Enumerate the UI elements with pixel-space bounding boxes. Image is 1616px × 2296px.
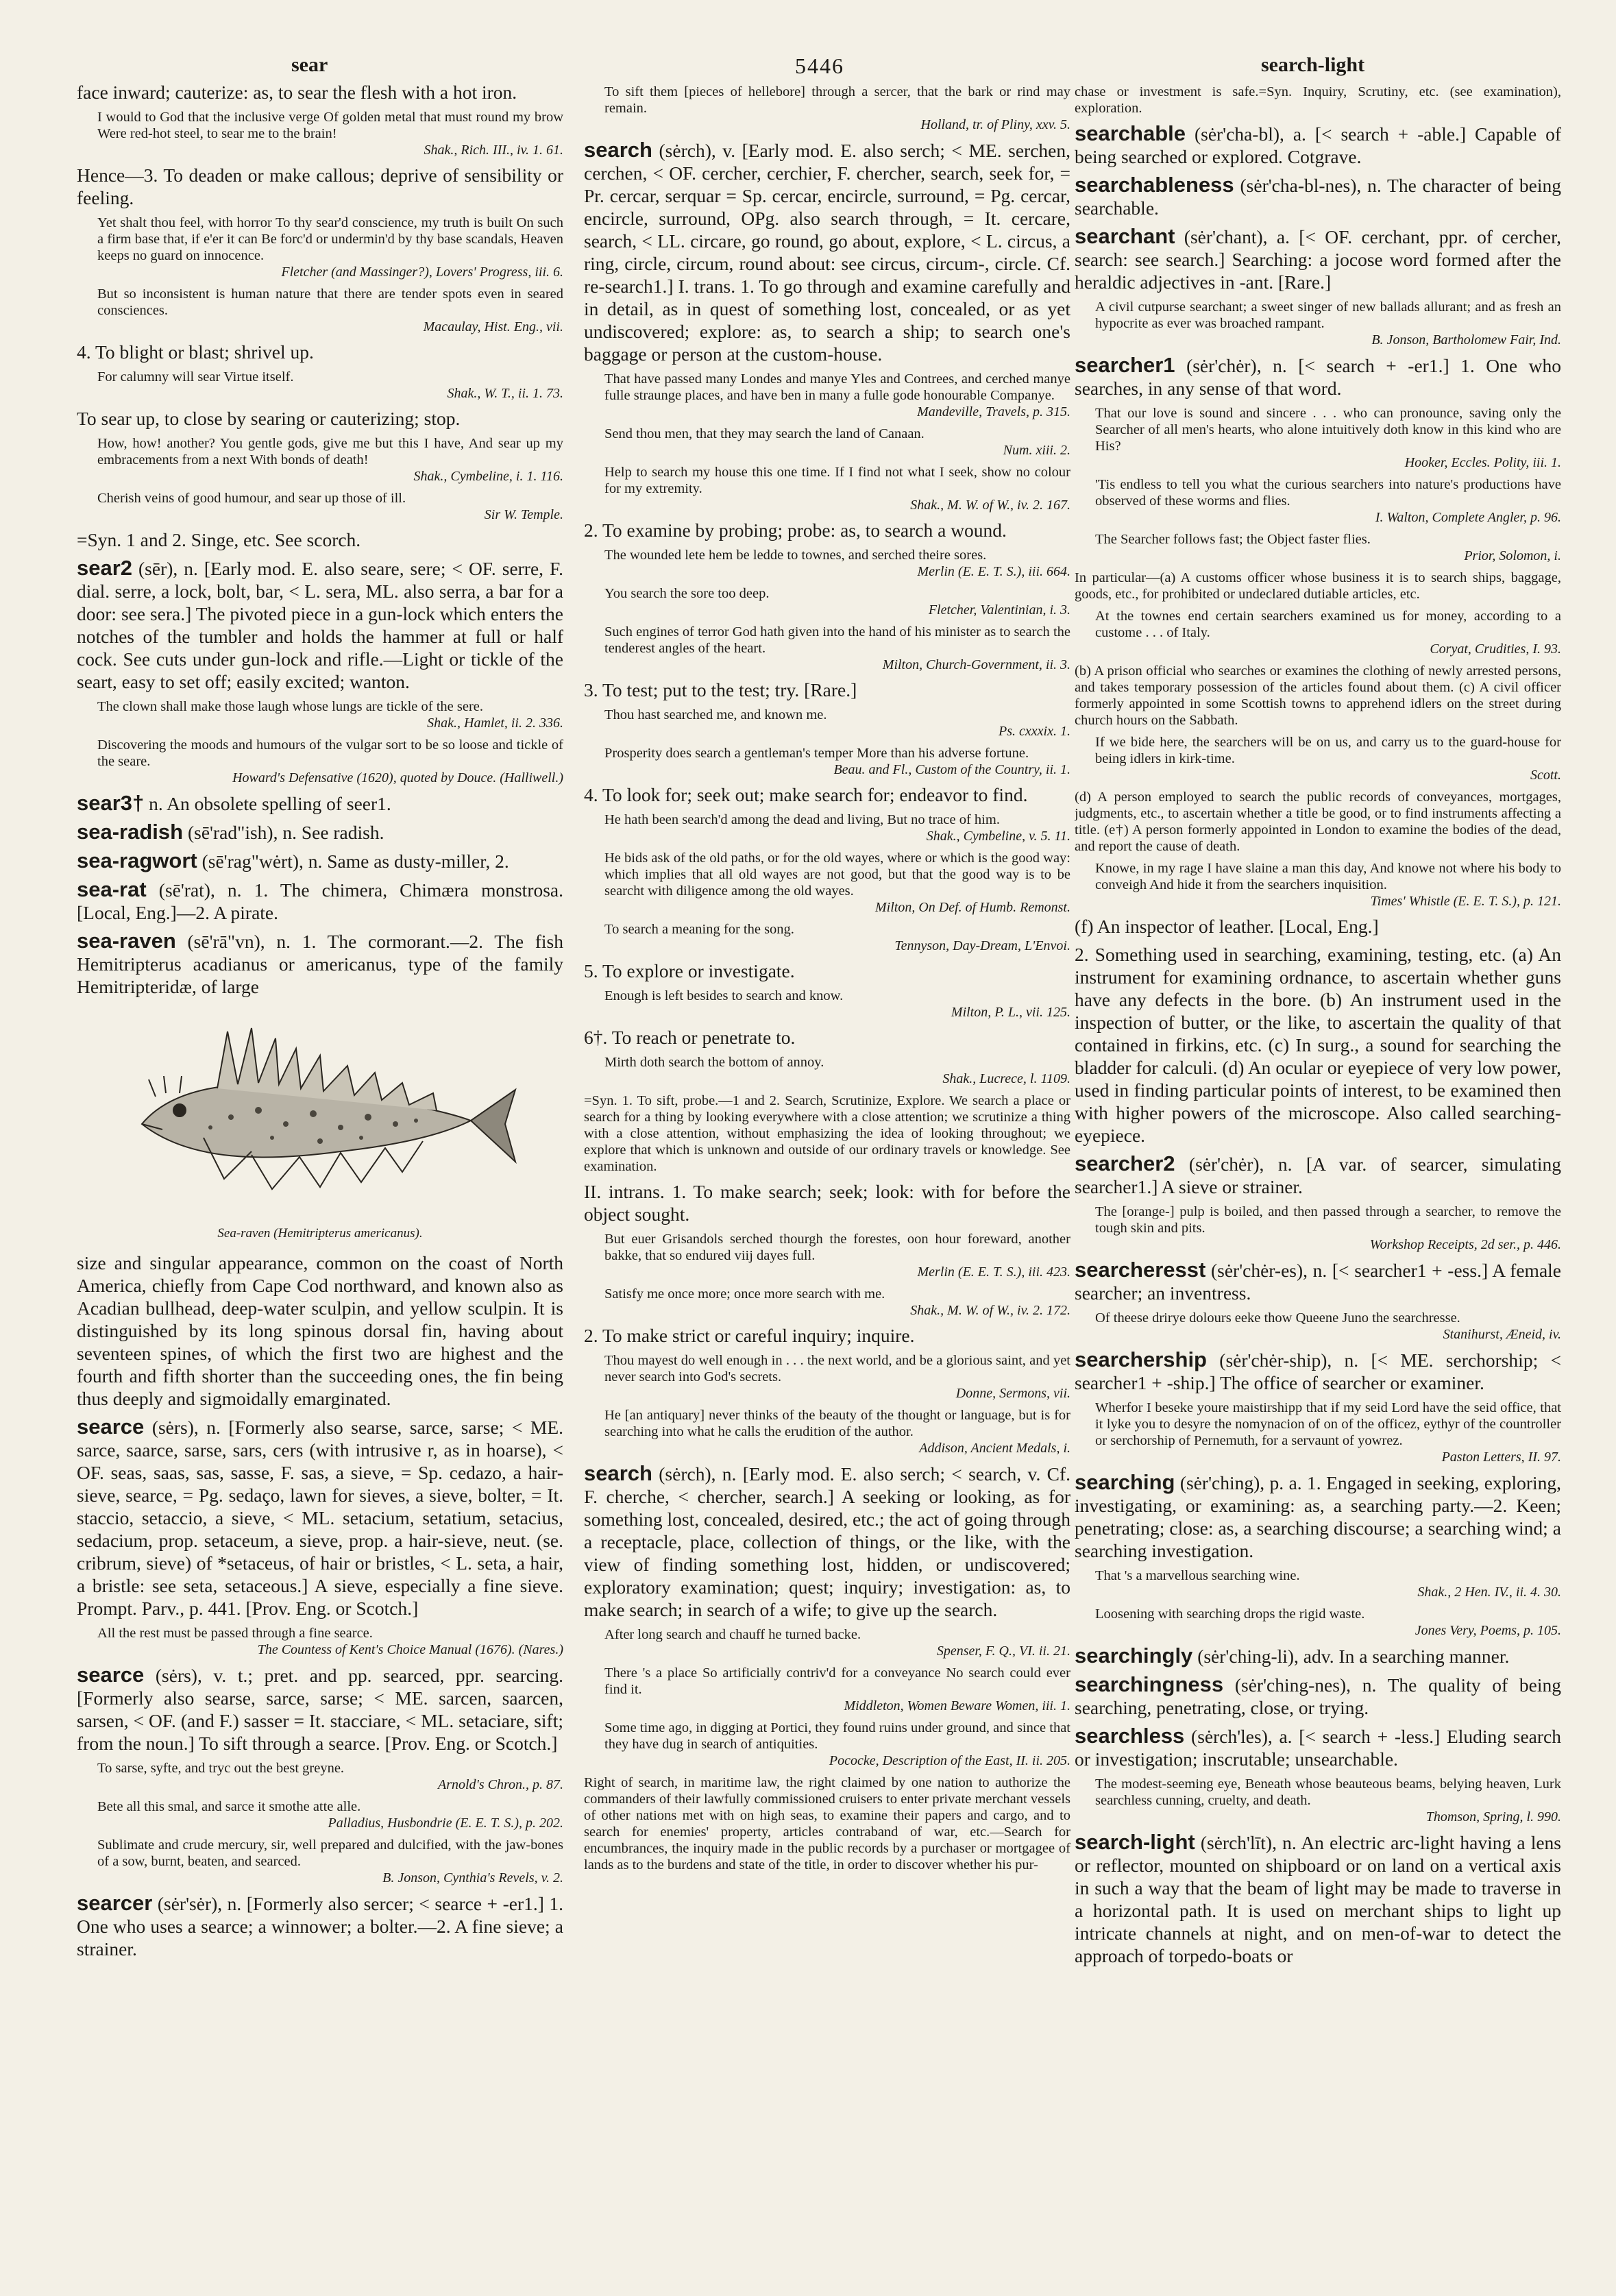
headword: searchant [1075,224,1175,248]
headword: searchless [1075,1724,1185,1748]
entry-searchership: searchership (sėr'chėr-ship), n. [< ME. serchorship; < searcher1 + -ship.] The office of searcher or examiner. [1075,1347,1561,1393]
quotation: Wherfor I beseke youre maistirshipp that if my seid Lord have the seid office, that it lyke you to desyre the nomynacion of on of the officez, eythyr of the countroller or serchorship of Pernemuth, for a servaunt of yowrez. Paston Letters, II. 97. [1095,1400,1561,1465]
headword: searcher1 [1075,353,1175,377]
quotation: Prosperity does search a gentleman's temper More than his adverse fortune. Beau. and Fl., Custom of the Country, ii. 1. [604,746,1070,777]
definition-text: (b) A prison official who searches or examines the clothing of newly arrested persons, and takes temporary possession of the articles found about them. (c) A civil officer formerly appointed in some Scottish towns to apprehend idlers on the street during church hours on the Sabbath. [1075,663,1561,728]
entry-search-light: search-light (sėrch'līt), n. An electric arc-light having a lens or reflector, mounted on shipboard or on land on a vertical axis in such a way that the beam of light may be made to traverse in a horizontal path. It is used on merchant ships to light up intricate channels at night, and on men-of-war to detect the approach of torpedo-boats or [1075,1830,1561,1966]
quotation: To sift them [pieces of hellebore] through a sercer, that the bark or rind may remain. Holland, tr. of Pliny, xxv. 5. [604,84,1070,132]
quotation: The clown shall make those laugh whose lungs are tickle of the sere. Shak., Hamlet, ii. 2. 336. [97,699,563,731]
quotation: Mirth doth search the bottom of annoy. Shak., Lucrece, l. 1109. [604,1055,1070,1086]
quotation: Yet shalt thou feel, with horror To thy sear'd conscience, my truth is built On such a firm base that, if e'er it can Be forc'd or undermin'd by thy base scandals, Heaven keeps no guard on innocence. Fletcher (and Massinger?), Lovers' Progress, iii. 6. [97,215,563,280]
entry-searcher1: searcher1 (sėr'chėr), n. [< search + -er1.] 1. One who searches, in any sense of that word. [1075,353,1561,399]
quotation: You search the sore too deep. Fletcher, Valentinian, i. 3. [604,586,1070,618]
quotation: He hath been search'd among the dead and living, But no trace of him. Shak., Cymbeline, v. 5. 11. [604,812,1070,844]
definition-text: 2. To examine by probing; probe: as, to search a wound. [584,520,1007,541]
quotation: He bids ask of the old paths, or for the old wayes, where or which is the good way: which implies that all old wayes are not good, but that the good way is to be searcht with diligence among the old wayes. Milton, On Def. of Humb. Remonst. [604,851,1070,915]
quotation: That our love is sound and sincere . . . who can pronounce, saving only the Searcher of all men's hearts, who alone intuitively doth know in this kind who are His? Hooker, Eccles. Polity, iii. 1. [1095,406,1561,470]
headword: searchingly [1075,1644,1193,1668]
quotation: Knowe, in my rage I have slaine a man this day, And knowe not where his body to conveigh And hide it from the searchers inquisition. Times' Whistle (E. E. T. S.), p. 121. [1095,861,1561,909]
headword: search-light [1075,1830,1195,1854]
headword: searcher2 [1075,1151,1175,1175]
quotation: But so inconsistent is human nature that there are tender spots even in seared consciences. Macaulay, Hist. Eng., vii. [97,286,563,334]
quotation: To sarse, syfte, and tryc out the best greyne. Arnold's Chron., p. 87. [97,1761,563,1792]
quotation: How, how! another? You gentle gods, give me but this I have, And sear up my embracements from a next With bonds of death! Shak., Cymbeline, i. 1. 116. [97,436,563,484]
quotation: Satisfy me once more; once more search with me. Shak., M. W. of W., iv. 2. 172. [604,1286,1070,1318]
entry-searchable: searchable (sėr'cha-bl), a. [< search + -able.] Capable of being searched or explored. Cotgrave. [1075,121,1561,167]
definition-text: 4. To look for; seek out; make search for; endeavor to find. [584,784,1028,805]
quotation: Send thou men, that they may search the land of Canaan. Num. xiii. 2. [604,426,1070,458]
running-head-left: sear [291,53,328,76]
column-1 [77,81,563,2260]
headword: searce [77,1415,145,1439]
definition-text: 6†. To reach or penetrate to. [584,1027,796,1048]
quotation: Such engines of terror God hath given into the hand of his minister as to search the tenderest angles of the heart. Milton, Church-Government, ii. 3. [604,624,1070,672]
quotation: There 's a place So artificially contriv'd for a conveyance No search could ever find it. Middleton, Women Beware Women, iii. 1. [604,1665,1070,1713]
entry-sear3: sear3† n. An obsolete spelling of seer1. [77,791,391,815]
entry-sea-rat: sea-rat (sē'rat), n. 1. The chimera, Chimæra monstrosa. [Local, Eng.]—2. A pirate. [77,877,563,923]
entry-search-verb: search (sėrch), v. [Early mod. E. also serch; < ME. serchen, cerchen, < OF. cercher, cerchier, F. chercher, search, seek for, = Pr. cercar, serquar = Sp. cercar, encircle, surround, = Pg. cercar, encircle, surround, OPg. also search through, = It. cercare, search, < LL. circare, go round, go about, explore, < L. circus, a ring, circle, circum, round about: see circus, circum-, circle. Cf. re-search1.] I. trans. 1. To go through and examine carefully and in detail, as in quest of something lost, concealed, or as yet undiscovered; explore: as, to search a ship; to search one's baggage or person at the custom-house. [584,138,1070,365]
quotation: Thou mayest do well enough in . . . the next world, and be a glorious saint, and yet never search into God's secrets. Donne, Sermons, vii. [604,1353,1070,1401]
definition-text: In particular—(a) A customs officer whose business it is to search ships, baggage, goods, etc., for prohibited or undeclared dutiable articles, etc. [1075,570,1561,602]
definition-text: face inward; cauterize: as, to sear the flesh with a hot iron. [77,82,517,103]
headword: searchership [1075,1347,1207,1371]
definition-text: 2. Something used in searching, examining, testing, etc. (a) An instrument for examining ordnance, to ascertain whether guns have any defects in the bore. (b) An instrument used in the inspection of butter, or the like, to ascertain the quality of that contained in firkins, etc. (c) In surg., a sound for searching the bladder for calculi. (d) An ocular or eyepiece of very low power, used in finding particular points of interest, to be examined then with higher powers of the microscope. Also called searching-eyepiece. [1075,944,1561,1146]
definition-text: (d) A person employed to search the public records of conveyances, mortgages, judgments, etc., to ascertain whether a title be good, or to find instruments affecting a title. (e†) A person formerly appointed in London to examine the bodies of the dead, and report the cause of death. [1075,790,1561,854]
definition-text: size and singular appearance, common on the coast of North America, chiefly from Cape Cod northward, and known also as Acadian bullhead, deep-water sculpin, and yellow sculpin. It is distinguished by its long spinous dorsal fin, having about seventeen spines, of which the first two are highest and the fourth and fifth shorter than the succeeding ones, the fin being thus deeply and sigmoidally emarginated. [77,1252,563,1409]
quotation: Enough is left besides to search and know. Milton, P. L., vii. 125. [604,988,1070,1020]
entry-searchant: searchant (sėr'chant), a. [< OF. cerchant, ppr. of cercher, search: see search.] Searching: a jocose word formed after the heraldic adjectives in -ant. [Rare.] [1075,224,1561,293]
quotation: That 's a marvellous searching wine. Shak., 2 Hen. IV., ii. 4. 30. [1095,1568,1561,1600]
quotation: He [an antiquary] never thinks of the beauty of the thought or language, but is for searching into what he calls the erudition of the author. Addison, Ancient Medals, i. [604,1408,1070,1456]
entry-searcer: searcer (sėr'sėr), n. [Formerly also sercer; < searce + -er1.] 1. One who uses a searce; a winnower; a bolter.—2. A fine sieve; a strainer. [77,1891,563,1959]
headword: searcer [77,1891,153,1915]
headword: sea-rat [77,877,147,901]
entry-sea-raven: sea-raven (sē'rā"vn), n. 1. The cormorant.—2. The fish Hemitripterus acadianus or americanus, type of the family Hemitripteridæ, of large [77,929,563,997]
page-number: 5446 [795,53,844,78]
column-3 [1075,81,1561,2260]
headword: sear2 [77,556,133,580]
headword: sea-raven [77,929,176,953]
headword: sear3† [77,791,145,815]
quotation: At the townes end certain searchers examined us for money, according to a custome . . . of Italy. Coryat, Crudities, I. 93. [1095,609,1561,657]
quotation: For calumny will sear Virtue itself. Shak., W. T., ii. 1. 73. [97,369,563,401]
quotation: The wounded lete hem be ledde to townes, and serched theire sores. Merlin (E. E. T. S.), iii. 664. [604,548,1070,579]
headword: sea-ragwort [77,848,197,872]
synonym-note: =Syn. 1 and 2. Singe, etc. See scorch. [77,529,361,550]
quotation: Loosening with searching drops the rigid waste. Jones Very, Poems, p. 105. [1095,1607,1561,1638]
entry-searchingly: searchingly (sėr'ching-li), adv. In a searching manner. [1075,1644,1510,1668]
quotation: Help to search my house this one time. If I find not what I seek, show no colour for my extremity. Shak., M. W. of W., iv. 2. 167. [604,465,1070,513]
quotation: But euer Grisandols serched thourgh the forestes, oon hour foreward, another bakke, that so endured viij dayes full. Merlin (E. E. T. S.), iii. 423. [604,1232,1070,1280]
definition-text: To sear up, to close by searing or cauterizing; stop. [77,408,461,429]
quotation: 'Tis endless to tell you what the curious searchers into nature's productions have observed of these worms and flies. I. Walton, Complete Angler, p. 96. [1095,477,1561,525]
entry-searchableness: searchableness (sėr'cha-bl-nes), n. The character of being searchable. [1075,173,1561,219]
running-head-right: search-light [1261,53,1365,76]
quotation: After long search and chauff he turned backe. Spenser, F. Q., VI. ii. 21. [604,1627,1070,1659]
entry-searchingness: searchingness (sėr'ching-nes), n. The quality of being searching, penetrating, close, or trying. [1075,1672,1561,1718]
headword: search [584,1461,652,1485]
entry-searching: searching (sėr'ching), p. a. 1. Engaged in seeking, exploring, investigating, or examining: as, a searching party.—2. Keen; penetrating; close: as, a searching discourse; a searching wind; a searching investigation. [1075,1470,1561,1561]
quotation: Some time ago, in digging at Portici, they found ruins under ground, and since that they have dug in search of antiquities. Pococke, Description of the East, II. ii. 205. [604,1720,1070,1768]
quotation: A civil cutpurse searchant; a sweet singer of new ballads allurant; and as fresh an hypocrite as ever was broached rampant. B. Jonson, Bartholomew Fair, Ind. [1095,300,1561,347]
headword: searching [1075,1470,1175,1494]
quotation: Thou hast searched me, and known me. Ps. cxxxix. 1. [604,707,1070,739]
quotation: The [orange-] pulp is boiled, and then passed through a searcher, to remove the tough skin and pits. Workshop Receipts, 2d ser., p. 446. [1095,1204,1561,1252]
entry-sea-radish: sea-radish (sē'rad"ish), n. See radish. [77,820,384,844]
entry-search-noun: search (sėrch), n. [Early mod. E. also serch; < search, v. Cf. F. cherche, < chercher, search.] A seeking or looking, as for something lost, concealed, desired, etc.; the act of going through a receptacle, place, collection of things, or the like, with the view of finding something lost, hidden, or undiscovered; exploratory examination; quest; inquiry; investigation: as, to make search; in search of a wife; to give up the search. [584,1461,1070,1620]
quotation: Cherish veins of good humour, and sear up those of ill. Sir W. Temple. [97,491,563,522]
headword: searchableness [1075,173,1234,197]
quotation: Bete all this smal, and sarce it smothe atte alle. Palladius, Husbondrie (E. E. T. S.), p. 202. [97,1799,563,1831]
headword: searchingness [1075,1672,1224,1696]
fish-drawing [114,1007,526,1213]
quotation: The Searcher follows fast; the Object faster flies. Prior, Solomon, i. [1095,532,1561,563]
quotation: That have passed many Londes and manye Yles and Contrees, and cerched manye fulle straunge places, and have ben in many a fulle gode honourable Companye. Mandeville, Travels, p. 315. [604,371,1070,419]
headword: sea-radish [77,820,184,844]
quotation: All the rest must be passed through a fine searce. The Countess of Kent's Choice Manual (1676). (Nares.) [97,1626,563,1657]
headword: searce [77,1663,145,1687]
synonym-note: chase or investment is safe.=Syn. Inquiry, Scrutiny, etc. (see examination), exploration. [1075,84,1561,116]
sea-raven-illustration [77,1007,563,1218]
headword: searchable [1075,121,1186,145]
figure-caption: Sea-raven (Hemitripterus americanus). [217,1226,423,1241]
quotation: If we bide here, the searchers will be on us, and carry us to the guard-house for being idlers in kirk-time. Scott. [1095,735,1561,783]
quotation: I would to God that the inclusive verge Of golden metal that must round my brow Were red-hot steel, to sear me to the brain! Shak., Rich. III., iv. 1. 61. [97,110,563,158]
quotation: The modest-seeming eye, Beneath whose beauteous beams, belying heaven, Lurk searchless cunning, cruelty, and death. Thomson, Spring, l. 990. [1095,1776,1561,1824]
entry-searce-verb: searce (sėrs), v. t.; pret. and pp. searced, ppr. searcing. [Formerly also searse, sarce, sarse; < ME. sarcen, saarcen, sarsen, < OF. (and F.) sasser = It. stacciare, < ML. setaciare, sift; from the noun.] To sift through a searce. [Prov. Eng. or Scotch.] [77,1663,563,1754]
quotation: Sublimate and crude mercury, sir, well prepared and dulcified, with the jaw-bones of a sow, burnt, beaten, and searced. B. Jonson, Cynthia's Revels, v. 2. [97,1837,563,1885]
entry-searce: searce (sėrs), n. [Formerly also searse, sarce, sarse; < ME. sarce, saarce, sarse, sars, cers (with intrusive r, as in hoarse), < OF. seas, saas, sas, sasse, F. sas, a sieve, = Sp. cedazo, a hair-sieve, searce, = Pg. sedaço, lawn for sieves, a sieve, bolter, = It. staccio, setaccio, a sieve, < ML. setacium, setatium, setacius, sedacium, prop. setaceum, a sieve, prop. a hair-sieve, neut. (se. cribrum, sieve) of *setaceus, of hair or bristles, < L. seta, a hair, a bristle: see seta, setaceous.] A sieve, especially a fine sieve. Prompt. Parv., p. 441. [Prov. Eng. or Scotch.] [77,1415,563,1619]
entry-sea-ragwort: sea-ragwort (sē'rag"wėrt), n. Same as dusty-miller, 2. [77,848,509,872]
entry-searcheress: searcheresst (sėr'chėr-es), n. [< searcher1 + -ess.] A female searcher; an inventress. [1075,1258,1561,1304]
definition-text: 4. To blight or blast; shrivel up. [77,341,314,363]
synonym-note: =Syn. 1. To sift, probe.—1 and 2. Search, Scrutinize, Explore. We search a place or search for a thing by looking everywhere with a close attention; we scrutinize a thing with a close attention, without emphasizing the idea of looking throughout; we explore that which is unknown and outside of our ordinary travels or knowledge. See examination. [584,1093,1070,1174]
phrase-definitions: Right of search, in maritime law, the right claimed by one nation to authorize the commanders of their lawfully commissioned cruisers to enter private merchant vessels of other nations met with on high seas, to examine their papers and cargo, and to search for enemies' property, articles contraband of war, etc.—Search for encumbrances, the inquiry made in the public records by a purchaser or mortgagee of lands as to the burdens and state of the title, in order to discover whether his pur- [584,1775,1070,1872]
quotation: Of theese drirye dolours eeke thow Queene Juno the searchresse. Stanihurst, Æneid, iv. [1095,1310,1561,1342]
headword: searcheresst [1075,1258,1206,1282]
quotation: To search a meaning for the song. Tennyson, Day-Dream, L'Envoi. [604,922,1070,953]
column-2 [584,81,1070,2260]
definition-text: II. intrans. 1. To make search; seek; look: with for before the object sought. [584,1181,1070,1225]
entry-sear2: sear2 (sēr), n. [Early mod. E. also seare, sere; < OF. serre, F. dial. serre, a lock, bolt, bar, < L. sera, ML. also serra, a bar for a door: see sera.] The pivoted piece in a gun-lock which enters the notches of the tumbler and holds the hammer at full or half cock. See cuts under gun-lock and rifle.—Light or tickle of the seart, easy to set off; easily excited; wanton. [77,556,563,692]
definition-text: (f) An inspector of leather. [Local, Eng.] [1075,916,1379,937]
definition-text: Hence—3. To deaden or make callous; deprive of sensibility or feeling. [77,164,563,208]
quotation: Discovering the moods and humours of the vulgar sort to be so loose and tickle of the seare. Howard's Defensative (1620), quoted by Douce. (Halliwell.) [97,737,563,785]
definition-text: 5. To explore or investigate. [584,960,795,981]
definition-text: 2. To make strict or careful inquiry; inquire. [584,1325,915,1346]
entry-searcher2: searcher2 (sėr'chėr), n. [A var. of searcer, simulating searcher1.] A sieve or strainer. [1075,1151,1561,1197]
headword: search [584,138,652,162]
definition-text: 3. To test; put to the test; try. [Rare.] [584,679,857,700]
entry-searchless: searchless (sėrch'les), a. [< search + -less.] Eluding search or investigation; inscrutable; unsearchable. [1075,1724,1561,1770]
